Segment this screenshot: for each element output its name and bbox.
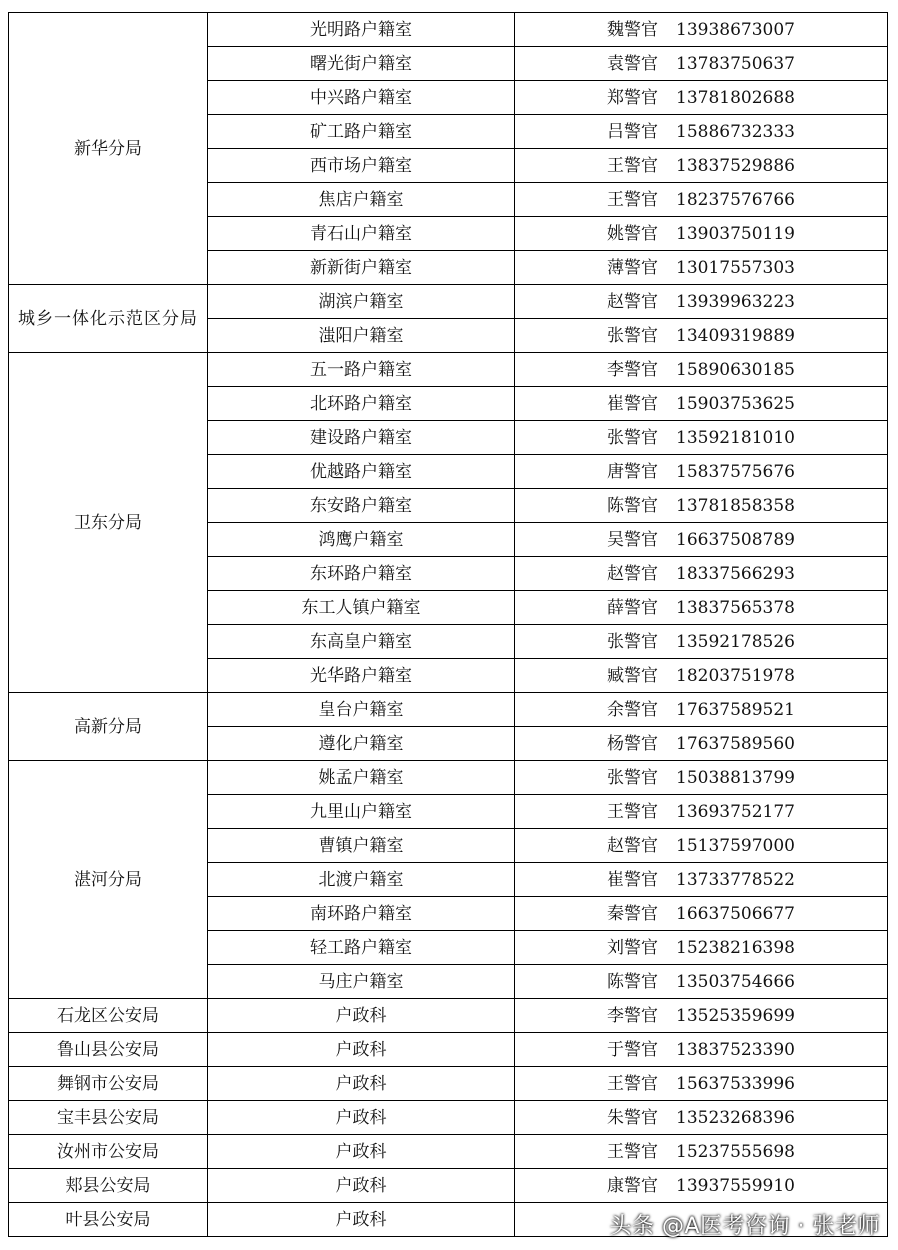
bureau-cell: 石龙区公安局 xyxy=(9,999,208,1033)
office-cell: 东工人镇户籍室 xyxy=(208,591,515,625)
officer-name: 康警官 xyxy=(607,1175,658,1196)
table-row xyxy=(9,1067,888,1101)
phone-number: 13592181010 xyxy=(676,427,795,448)
office-cell: 户政科 xyxy=(208,1067,515,1101)
table-row xyxy=(9,1135,888,1169)
table-row xyxy=(9,761,888,795)
office-cell: 鸿鹰户籍室 xyxy=(208,523,515,557)
phone-number: 13938673007 xyxy=(676,19,795,40)
officer-name: 张警官 xyxy=(607,631,658,652)
table-row xyxy=(9,1033,888,1067)
officer-name: 张警官 xyxy=(607,767,658,788)
officer-name: 王警官 xyxy=(607,1073,658,1094)
phone-number: 13903750119 xyxy=(676,223,795,244)
phone-number: 13937559910 xyxy=(676,1175,795,1196)
phone-number: 13837523390 xyxy=(676,1039,795,1060)
phone-number: 15038813799 xyxy=(676,767,795,788)
contact-cell xyxy=(515,251,888,285)
phone-number: 13837565378 xyxy=(676,597,795,618)
office-cell: 皇台户籍室 xyxy=(208,693,515,727)
phone-number: 13781802688 xyxy=(676,87,795,108)
officer-name: 崔警官 xyxy=(607,869,658,890)
phone-number: 13733778522 xyxy=(676,869,795,890)
officer-name: 吴警官 xyxy=(607,529,658,550)
contact-table xyxy=(8,12,888,1237)
office-cell: 南环路户籍室 xyxy=(208,897,515,931)
officer-name: 李警官 xyxy=(607,1005,658,1026)
officer-name: 赵警官 xyxy=(607,291,658,312)
contact-cell xyxy=(515,489,888,523)
contact-cell xyxy=(515,693,888,727)
phone-number: 17637589521 xyxy=(676,699,795,720)
office-cell: 焦店户籍室 xyxy=(208,183,515,217)
phone-number: 13017557303 xyxy=(676,257,795,278)
office-cell: 西市场户籍室 xyxy=(208,149,515,183)
phone-number: 18237576766 xyxy=(676,189,795,210)
officer-name: 余警官 xyxy=(607,699,658,720)
contact-cell xyxy=(515,761,888,795)
office-cell: 户政科 xyxy=(208,1203,515,1237)
officer-name: 刘警官 xyxy=(607,937,658,958)
office-cell: 北环路户籍室 xyxy=(208,387,515,421)
office-cell: 东高皇户籍室 xyxy=(208,625,515,659)
phone-number: 13837529886 xyxy=(676,155,795,176)
contact-cell xyxy=(515,285,888,319)
officer-name: 杨警官 xyxy=(607,733,658,754)
officer-name: 唐警官 xyxy=(607,461,658,482)
bureau-cell: 汝州市公安局 xyxy=(9,1135,208,1169)
office-cell: 东安路户籍室 xyxy=(208,489,515,523)
office-cell: 光明路户籍室 xyxy=(208,13,515,47)
bureau-cell: 宝丰县公安局 xyxy=(9,1101,208,1135)
contact-cell xyxy=(515,183,888,217)
phone-number: 15886732333 xyxy=(676,121,795,142)
officer-name: 于警官 xyxy=(607,1039,658,1060)
bureau-cell: 鲁山县公安局 xyxy=(9,1033,208,1067)
contact-cell xyxy=(515,47,888,81)
office-cell: 东环路户籍室 xyxy=(208,557,515,591)
contact-cell xyxy=(515,965,888,999)
phone-number: 13503754666 xyxy=(676,971,795,992)
phone-number: 15237555698 xyxy=(676,1141,795,1162)
officer-name: 王警官 xyxy=(607,801,658,822)
phone-number: 13525359699 xyxy=(676,1005,795,1026)
table-row xyxy=(9,1169,888,1203)
table-row xyxy=(9,13,888,47)
phone-number: 15903753625 xyxy=(676,393,795,414)
officer-name: 李警官 xyxy=(607,359,658,380)
bureau-cell: 卫东分局 xyxy=(9,353,208,693)
office-cell: 中兴路户籍室 xyxy=(208,81,515,115)
office-cell: 九里山户籍室 xyxy=(208,795,515,829)
contact-table-body xyxy=(9,13,888,1237)
watermark: 头条 @A医考咨询 · 张老师 xyxy=(609,1214,880,1239)
officer-name: 赵警官 xyxy=(607,563,658,584)
officer-name: 魏警官 xyxy=(607,19,658,40)
office-cell: 姚孟户籍室 xyxy=(208,761,515,795)
contact-cell xyxy=(515,795,888,829)
officer-name: 赵警官 xyxy=(607,835,658,856)
officer-name: 王警官 xyxy=(607,189,658,210)
bureau-cell: 郏县公安局 xyxy=(9,1169,208,1203)
contact-cell xyxy=(515,421,888,455)
contact-cell xyxy=(515,149,888,183)
officer-name: 吕警官 xyxy=(607,121,658,142)
office-cell: 户政科 xyxy=(208,1033,515,1067)
phone-number: 15637533996 xyxy=(676,1073,795,1094)
contact-cell xyxy=(515,829,888,863)
bureau-cell: 新华分局 xyxy=(9,13,208,285)
office-cell: 光华路户籍室 xyxy=(208,659,515,693)
office-cell: 户政科 xyxy=(208,999,515,1033)
contact-cell xyxy=(515,353,888,387)
phone-number: 15238216398 xyxy=(676,937,795,958)
officer-name: 陈警官 xyxy=(607,971,658,992)
officer-name: 臧警官 xyxy=(607,665,658,686)
office-cell: 五一路户籍室 xyxy=(208,353,515,387)
officer-name: 崔警官 xyxy=(607,393,658,414)
bureau-cell: 舞钢市公安局 xyxy=(9,1067,208,1101)
contact-cell xyxy=(515,591,888,625)
contact-cell xyxy=(515,931,888,965)
phone-number: 17637589560 xyxy=(676,733,795,754)
bureau-cell: 湛河分局 xyxy=(9,761,208,999)
contact-cell xyxy=(515,625,888,659)
phone-number: 13693752177 xyxy=(676,801,795,822)
office-cell: 北渡户籍室 xyxy=(208,863,515,897)
phone-number: 13523268396 xyxy=(676,1107,795,1128)
officer-name: 郑警官 xyxy=(607,87,658,108)
contact-cell xyxy=(515,319,888,353)
phone-number: 15837575676 xyxy=(676,461,795,482)
phone-number: 18203751978 xyxy=(676,665,795,686)
bureau-cell: 叶县公安局 xyxy=(9,1203,208,1237)
office-cell: 优越路户籍室 xyxy=(208,455,515,489)
contact-cell xyxy=(515,1169,888,1203)
office-cell: 遵化户籍室 xyxy=(208,727,515,761)
phone-number: 15137597000 xyxy=(676,835,795,856)
phone-number: 18337566293 xyxy=(676,563,795,584)
contact-cell xyxy=(515,999,888,1033)
office-cell: 新新街户籍室 xyxy=(208,251,515,285)
table-row xyxy=(9,285,888,319)
bureau-cell: 高新分局 xyxy=(9,693,208,761)
office-cell: 曙光街户籍室 xyxy=(208,47,515,81)
office-cell: 户政科 xyxy=(208,1101,515,1135)
contact-cell xyxy=(515,557,888,591)
office-cell: 滍阳户籍室 xyxy=(208,319,515,353)
contact-cell xyxy=(515,863,888,897)
office-cell: 轻工路户籍室 xyxy=(208,931,515,965)
officer-name: 薛警官 xyxy=(607,597,658,618)
contact-cell xyxy=(515,115,888,149)
contact-cell xyxy=(515,81,888,115)
contact-cell xyxy=(515,13,888,47)
officer-name: 王警官 xyxy=(607,155,658,176)
bureau-cell: 城乡一体化示范区分局 xyxy=(9,285,208,353)
contact-cell xyxy=(515,523,888,557)
contact-cell xyxy=(515,387,888,421)
office-cell: 户政科 xyxy=(208,1135,515,1169)
office-cell: 建设路户籍室 xyxy=(208,421,515,455)
contact-cell xyxy=(515,1033,888,1067)
contact-cell xyxy=(515,727,888,761)
phone-number: 15890630185 xyxy=(676,359,795,380)
phone-number: 13783750637 xyxy=(676,53,795,74)
office-cell: 青石山户籍室 xyxy=(208,217,515,251)
office-cell: 户政科 xyxy=(208,1169,515,1203)
phone-number: 16637506677 xyxy=(676,903,795,924)
officer-name: 王警官 xyxy=(607,1141,658,1162)
officer-name: 薄警官 xyxy=(607,257,658,278)
contact-cell xyxy=(515,1067,888,1101)
phone-number: 13409319889 xyxy=(676,325,795,346)
officer-name: 陈警官 xyxy=(607,495,658,516)
officer-name: 袁警官 xyxy=(607,53,658,74)
contact-cell xyxy=(515,1101,888,1135)
office-cell: 矿工路户籍室 xyxy=(208,115,515,149)
officer-name: 张警官 xyxy=(607,325,658,346)
office-cell: 曹镇户籍室 xyxy=(208,829,515,863)
officer-name: 朱警官 xyxy=(607,1107,658,1128)
office-cell: 湖滨户籍室 xyxy=(208,285,515,319)
contact-cell xyxy=(515,455,888,489)
officer-name: 秦警官 xyxy=(607,903,658,924)
officer-name: 张警官 xyxy=(607,427,658,448)
contact-cell xyxy=(515,1135,888,1169)
table-row xyxy=(9,1101,888,1135)
office-cell: 马庄户籍室 xyxy=(208,965,515,999)
table-row xyxy=(9,999,888,1033)
contact-cell xyxy=(515,217,888,251)
contact-cell xyxy=(515,897,888,931)
table-row xyxy=(9,353,888,387)
contact-cell xyxy=(515,659,888,693)
phone-number: 13781858358 xyxy=(676,495,795,516)
phone-number: 13592178526 xyxy=(676,631,795,652)
phone-number: 13939963223 xyxy=(676,291,795,312)
table-row xyxy=(9,693,888,727)
officer-name: 姚警官 xyxy=(607,223,658,244)
phone-number: 16637508789 xyxy=(676,529,795,550)
